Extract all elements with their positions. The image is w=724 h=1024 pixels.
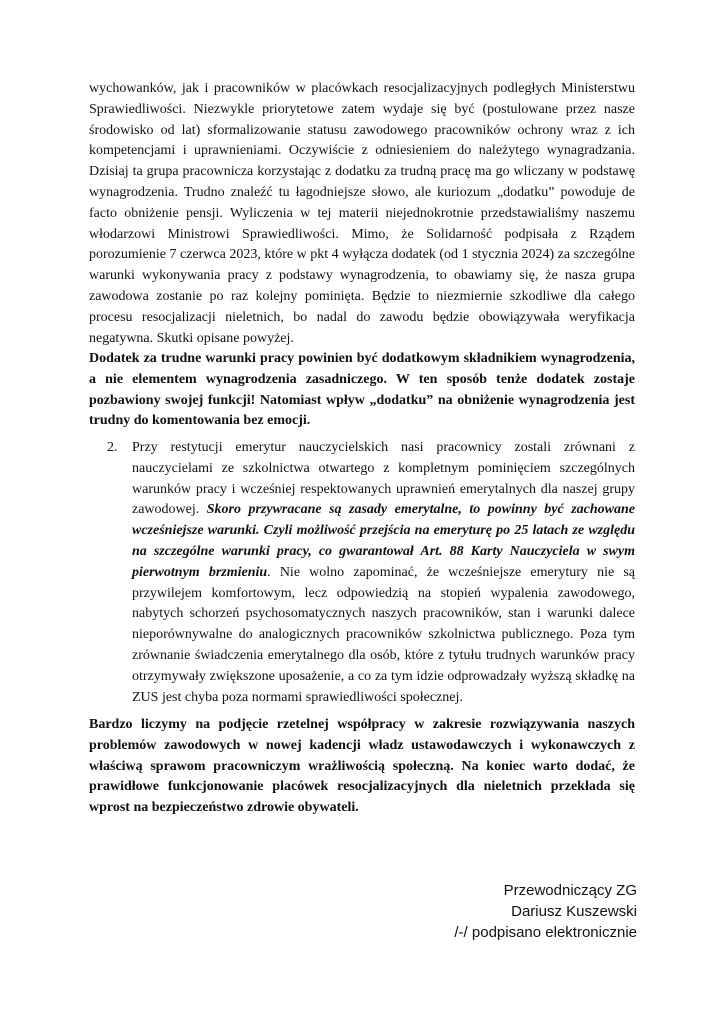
list-item-emphasis: Skoro przywracane są zasady emerytalne, to powinny być zachowane wcześniejsze warunki. Czyli możliwość przejścia na emeryturę po 25 latach ze względu na szczególne warunki pracy, co gwarantował Art. 88 Karty Nauczyciela w swym pierwotnym brzmieniu [132, 502, 635, 580]
signature-name: Dariusz Kuszewski [511, 903, 637, 920]
bold-paragraph-closing: Bardzo liczymy na podjęcie rzetelnej współpracy w zakresie rozwiązywania naszych problemów zawodowych w nowej kadencji władz ustawodawczych i wykonawczych z właściwą sprawom pracowniczym wrażliwością społeczną. Na koniec warto dodać, że prawidłowe funkcjonowanie placówek resocjalizacyjnych dla nieletnich przekłada się wprost na bezpieczeństwo zdrowie obywateli. [89, 717, 635, 816]
bold-paragraph-allowance: Dodatek za trudne warunki pracy powinien być dodatkowym składnikiem wynagrodzenia, a nie elementem wynagrodzenia zasadniczego. W ten sposób tenże dodatek zostaje pozbawiony swojej funkcji! Natomiast wpływ „dodatku” na obniżenie wynagrodzenia jest trudny do komentowania bez emocji. [89, 351, 635, 429]
signature-block [454, 880, 637, 943]
list-item-number: 2. [107, 440, 118, 455]
signature-title: Przewodniczący ZG [503, 882, 637, 899]
list-item-body [132, 438, 635, 708]
list-item-text-before: Przy restytucji emerytur nauczycielskich nasi pracownicy zostali zrównani z nauczycielami ze szkolnictwa otwartego z kompletnym pominięciem szczególnych warunków pracy i wcześniej respektowanych uprawnień emerytalnych dla naszej grupy zawodowej. [132, 440, 635, 518]
list-item-text-after: . Nie wolno zapominać, że wcześniejsze emerytury nie są przywilejem komfortowym, lecz odpowiedzią na stopień wypalenia zawodowego, nabytych schorzeń psychosomatycznych naszych pracowników, stan i warunki dalece nieporównywalne do analogicznych pracowników szkolnictwa publicznego. Poza tym zrównanie świadczenia emerytalnego dla osób, które z tytułu trudnych warunków pracy otrzymywały zwiększone uposażenie, a co za tym idzie odprowadzały wyższą składkę na ZUS jest chyba poza normami sprawiedliwości społecznej. [132, 564, 635, 705]
body-paragraph-1: wychowanków, jak i pracowników w placówkach resocjalizacyjnych podległych Ministerstwu Sprawiedliwości. Niezwykle priorytetowe zatem wydaje się być (postulowane przez nasze środowisko od lat) sformalizowanie statusu zawodowego pracowników ochrony wraz z ich kompetencjami i uprawnieniami. Oczywiście z odniesieniem do należytego wynagradzania. Dzisiaj ta grupa pracownicza korzystając z dodatku za trudną pracę ma go wliczany w podstawę wynagrodzenia. Trudno znaleźć tu łagodniejsze słowo, ale kuriozum „dodatku” powoduje de facto obniżenie pensji. Wyliczenia w tej materii niejednokrotnie przedstawialiśmy naszemu włodarzowi Ministrowi Sprawiedliwości. Mimo, że Solidarność podpisała z Rządem porozumienie 7 czerwca 2023, które w pkt 4 wyłącza dodatek (od 1 stycznia 2024) za szczególne warunki wykonywania pracy z podstawy wynagrodzenia, to obawiamy się, że nasza grupa zawodowa zostanie po raz kolejny pominięta. Będzie to niezmiernie szkodliwe dla całego procesu resocjalizacji nieletnich, bo nadal do zawodu będzie obowiązywała weryfikacja negatywna. Skutki opisane powyżej. [89, 81, 635, 346]
list-item-2 [89, 438, 635, 708]
signature-note: /-/ podpisano elektronicznie [454, 924, 637, 941]
